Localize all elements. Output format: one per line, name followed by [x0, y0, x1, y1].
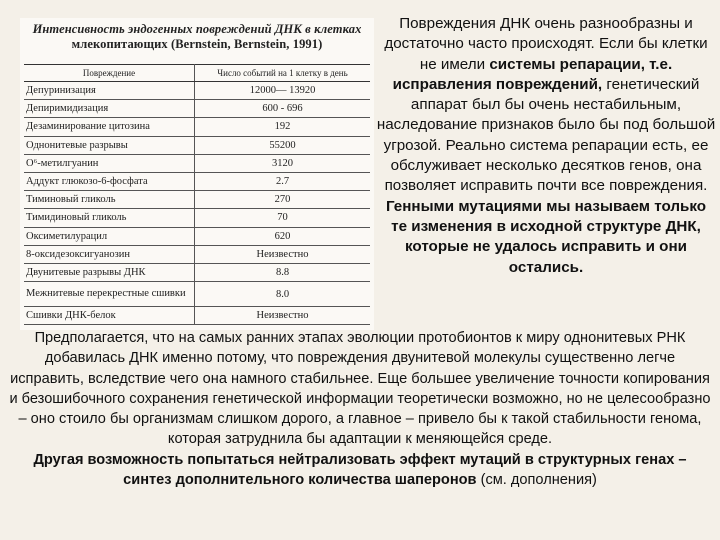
table-row: [24, 263, 370, 281]
row-name: Однонитевые разрывы: [24, 136, 195, 154]
column-header-damage: Повреждение: [24, 65, 195, 82]
table-title-line1: Интенсивность эндогенных повреждений ДНК в клетках: [32, 22, 362, 36]
repair-intro: Повреждения ДНК очень разнообразны и достаточно часто происходят. Если бы клетки не имели: [384, 15, 708, 73]
row-value: 620: [195, 227, 371, 245]
table-row: [24, 100, 370, 118]
table-row: [24, 172, 370, 190]
repair-paragraph: [376, 14, 716, 278]
row-name: Дезаминирование цитозина: [24, 118, 195, 136]
table-row: [24, 245, 370, 263]
dna-damage-table: [24, 64, 370, 325]
table-row: [24, 82, 370, 100]
table-row: [24, 154, 370, 172]
row-name: Депиримидизация: [24, 100, 195, 118]
row-value: 600 - 696: [195, 100, 371, 118]
row-value: 55200: [195, 136, 371, 154]
row-name: Сшивки ДНК-белок: [24, 307, 195, 325]
row-value: Неизвестно: [195, 307, 371, 325]
row-name: Депуринизация: [24, 82, 195, 100]
table-title: [20, 18, 374, 52]
column-header-events: Число событий на 1 клетку в день: [195, 65, 371, 82]
row-value: Неизвестно: [195, 245, 371, 263]
gene-mutation-definition: Генными мутациями мы называем только те изменения в исходной структуре ДНК, которые не удалось исправить и они остались.: [385, 197, 707, 276]
table-title-line2: млекопитающих (Bernstein, Bernstein, 1991): [71, 37, 323, 51]
evolution-paragraph: Предполагается, что на самых ранних этапах эволюции протобионтов к миру однонитевых РНК добавилась ДНК именно потому, что повреждения двунитевой молекулы существенно легче исправить, вследствие чего она намного стабильнее. Еще большее увеличение точности копирования и безошибочного сохранения генетической информации теоретически возможно, но не целесообразно – оно стоило бы организмам слишком дорого, а главное – привело бы к такой стабильности генома, которая затруднила бы адаптации к меняющейся среде.: [9, 330, 711, 448]
row-name: Двунитевые разрывы ДНК: [24, 263, 195, 281]
row-name: Тимидиновый гликоль: [24, 209, 195, 227]
row-value: 192: [195, 118, 371, 136]
chaperones-paragraph: [8, 450, 712, 491]
chaperones-note: (см. дополнения): [476, 472, 597, 489]
row-name: Тиминовый гликоль: [24, 191, 195, 209]
table-row: [24, 307, 370, 325]
row-value: 270: [195, 191, 371, 209]
table-row: [24, 191, 370, 209]
table-row: [24, 227, 370, 245]
scanned-table-image: [20, 18, 374, 330]
row-value: 12000— 13920: [195, 82, 371, 100]
row-value: 70: [195, 209, 371, 227]
chaperones-bold: Другая возможность попытаться нейтрализовать эффект мутаций в структурных генах – синтез дополнительного количества шаперонов: [33, 451, 687, 489]
evolution-text: [8, 328, 712, 490]
row-name: 8-оксидезоксигуанозин: [24, 245, 195, 263]
repair-definition: системы репарации, т.е. исправления повреждений,: [392, 55, 673, 93]
repair-systems-text: [376, 14, 716, 278]
table-row: [24, 118, 370, 136]
table-row: [24, 209, 370, 227]
table-row: [24, 282, 370, 307]
row-name: Межнитевые перекрестные сшивки: [24, 282, 195, 307]
row-name: Аддукт глюкозо-6-фосфата: [24, 172, 195, 190]
row-name: O⁶-метилгуанин: [24, 154, 195, 172]
repair-body: генетический аппарат был бы очень нестабильным, наследование признаков было бы под большой угрозой. Реально система репарации есть, ее обслуживает несколько десятков генов, она позволяет исправить почти все повреждения.: [376, 75, 716, 195]
row-name: Оксиметилурацил: [24, 227, 195, 245]
row-value: 3120: [195, 154, 371, 172]
row-value: 8.8: [195, 263, 371, 281]
row-value: 8.0: [195, 282, 371, 307]
row-value: 2.7: [195, 172, 371, 190]
table-row: [24, 136, 370, 154]
table-header-row: [24, 65, 370, 82]
